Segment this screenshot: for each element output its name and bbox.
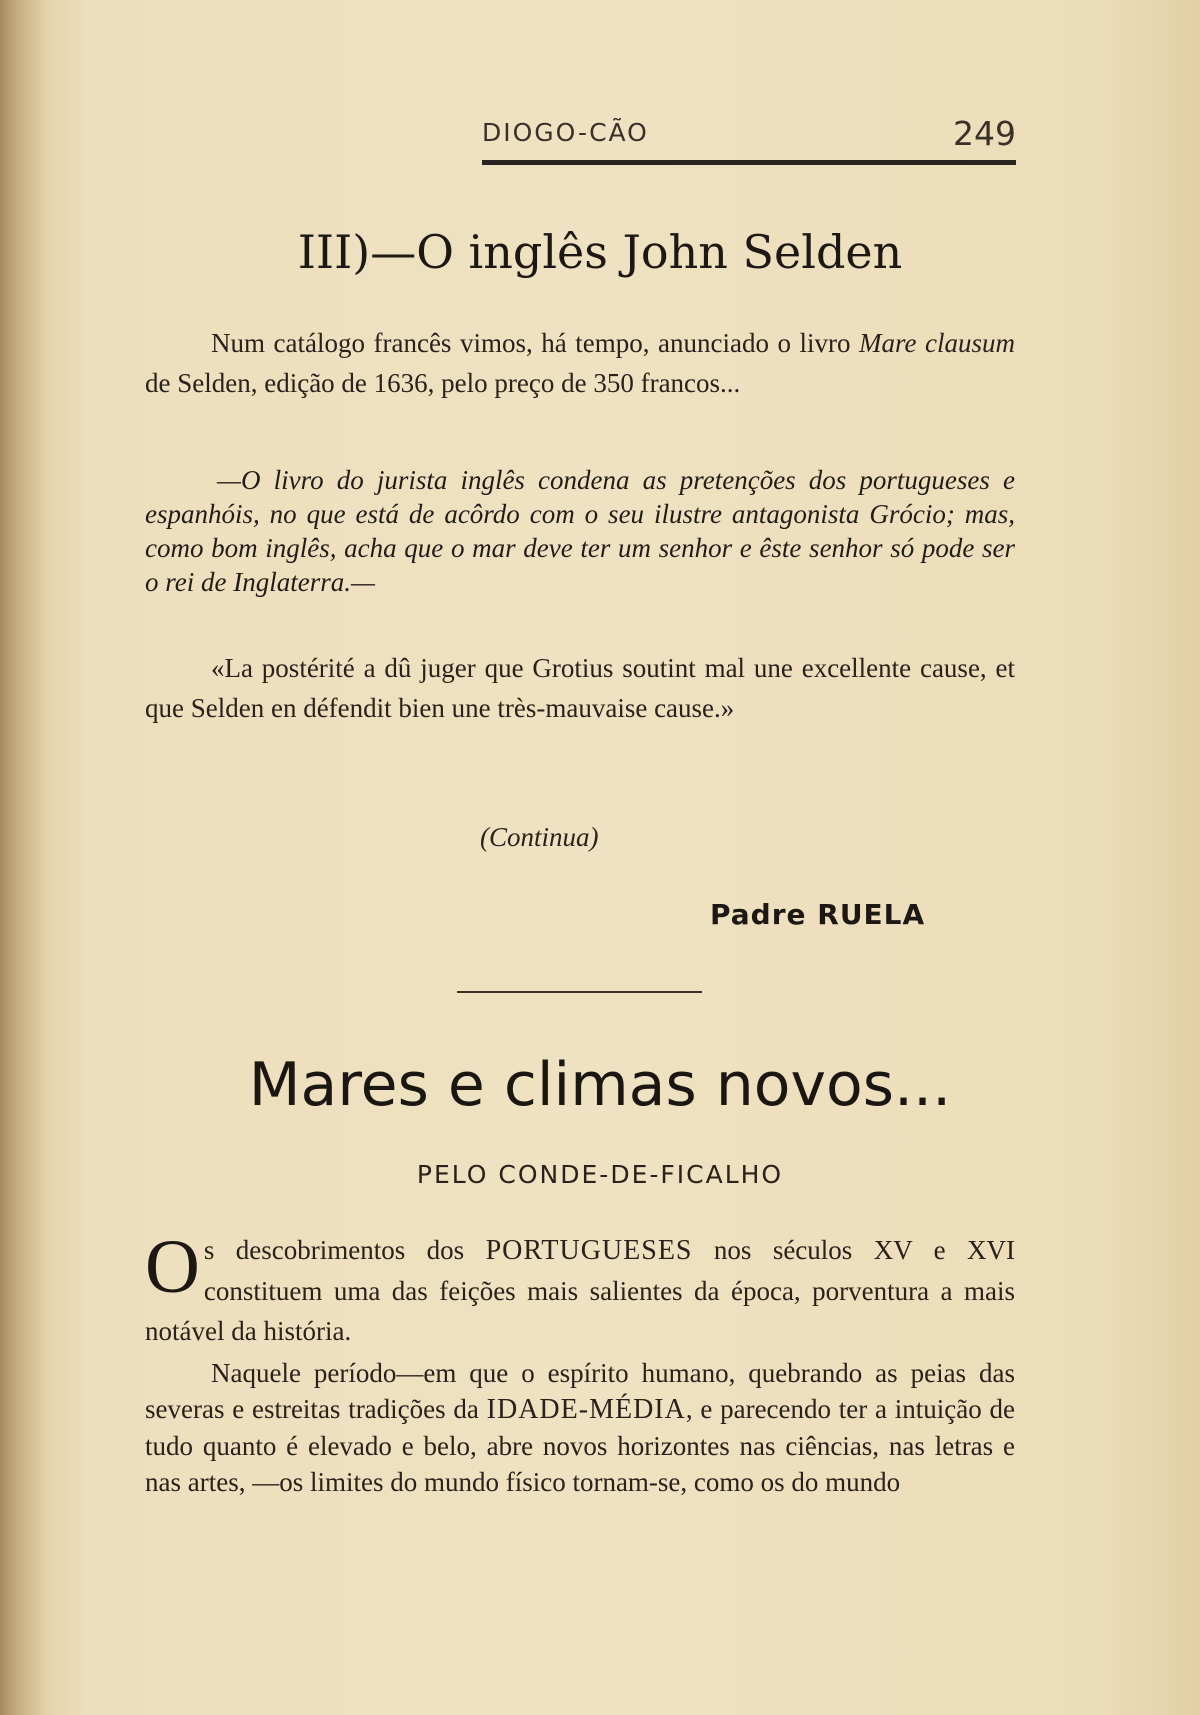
book-title-italic: Mare clausum [859,328,1015,358]
author-signature: Padre RUELA [710,898,926,931]
text-run: s descobrimentos dos [203,1235,486,1265]
paragraph-discoveries [145,1225,1015,1351]
paragraph-italic-quote [145,463,1015,599]
caps-word: PORTUGUESES [485,1235,693,1266]
article-title: Mares e climas novos... [248,1050,952,1120]
running-title: DIOGO-CÃO [482,118,649,147]
italic-paragraph-text: —O livro do jurista inglês condena as pretenções dos portugueses e espanhóis, no que está de acôrdo com o seu ilustre antagonista Grócio; mas, como bom inglês, acha que o mar deve ter um senhor e êste senhor só pode ser o rei de Inglaterra.— [145,465,1015,597]
page-number: 249 [953,114,1016,153]
section-title-selden: III)—O inglês John Selden [297,225,903,279]
paragraph-text [145,323,1015,403]
text-run: , e parecendo ter a intuição de tudo quanto é elevado e belo, abre novos horizontes nas ciências, nas letras e nas artes, —os limites do mundo físico tornam-se, como os do mundo [145,1394,1015,1497]
paragraph-catalogue [145,323,1015,403]
paragraph-french-quote [145,648,1015,728]
continua-note: (Continua) [480,822,599,852]
text-run: nos séculos XV e XVI constituem uma das feições mais salientes da época, porventura a mais notável da história. [145,1235,1015,1346]
french-quote-text: «La postérité a dû juger que Grotius soutint mal une excellente cause, et que Selden en défendit bien une très-mauvaise cause.» [145,653,1015,723]
paragraph-text [145,1355,1015,1500]
article-byline: PELO CONDE-DE-FICALHO [416,1160,784,1189]
header-rule [482,160,1016,165]
text-run: Num catálogo francês vimos, há tempo, anunciado o livro [211,328,859,358]
page-header [482,114,1016,168]
text-run: Naquele período—em que o espírito humano, quebrando as peias das severas e estreitas tradições da [145,1358,1015,1424]
drop-cap: O [145,1225,200,1309]
paragraph-period [145,1355,1015,1500]
caps-word: IDADE-MÉDIA [486,1394,686,1425]
section-separator [457,991,702,993]
paragraph-text [145,1225,1015,1351]
text-run: de Selden, edição de 1636, pelo preço de 350 francos... [145,368,741,398]
